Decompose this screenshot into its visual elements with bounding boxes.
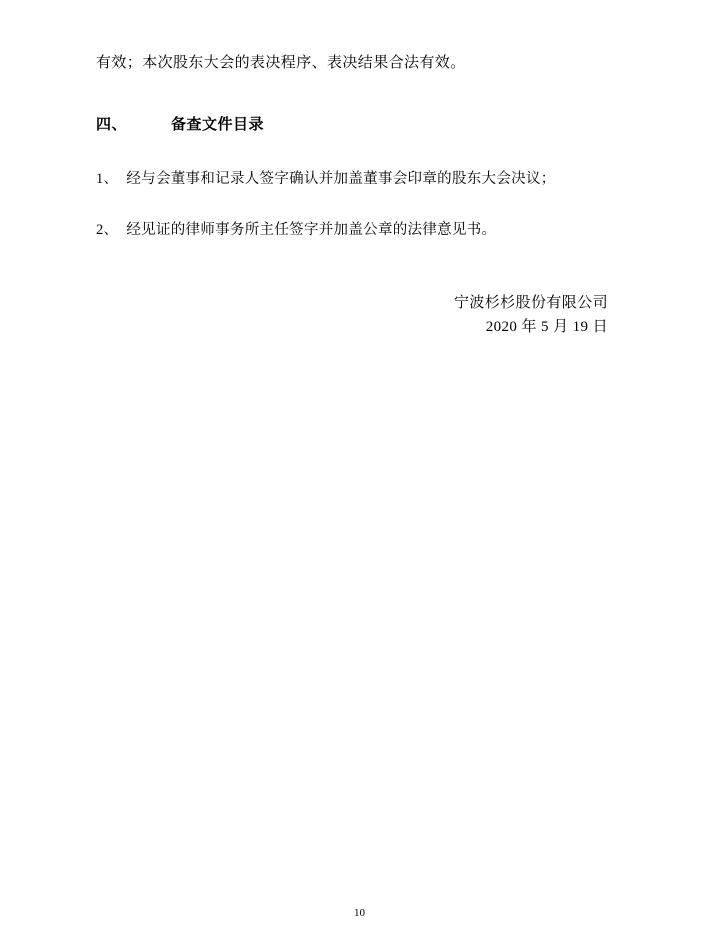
signature-date: 2020 年 5 月 19 日 (485, 319, 608, 336)
list-item-marker: 1、 (96, 171, 119, 188)
document-body (96, 52, 612, 339)
paragraph-continued: 有效；本次股东大会的表决程序、表决结果合法有效。 (96, 55, 466, 71)
signature-block (96, 291, 612, 339)
list-item-text: 经见证的律师事务所主任签字并加盖公章的法律意见书。 (126, 221, 497, 238)
signature-company: 宁波杉杉股份有限公司 (453, 295, 608, 312)
list-item-text: 经与会董事和记录人签字确认并加盖董事会印章的股东大会决议； (126, 171, 556, 188)
list-item (96, 168, 612, 190)
section-heading (96, 113, 612, 134)
page-number: 10 (354, 907, 365, 919)
list-item (96, 219, 612, 241)
section-number: 四、 (96, 117, 128, 134)
section-title: 备查文件目录 (171, 117, 265, 134)
list-item-marker: 2、 (96, 221, 119, 238)
